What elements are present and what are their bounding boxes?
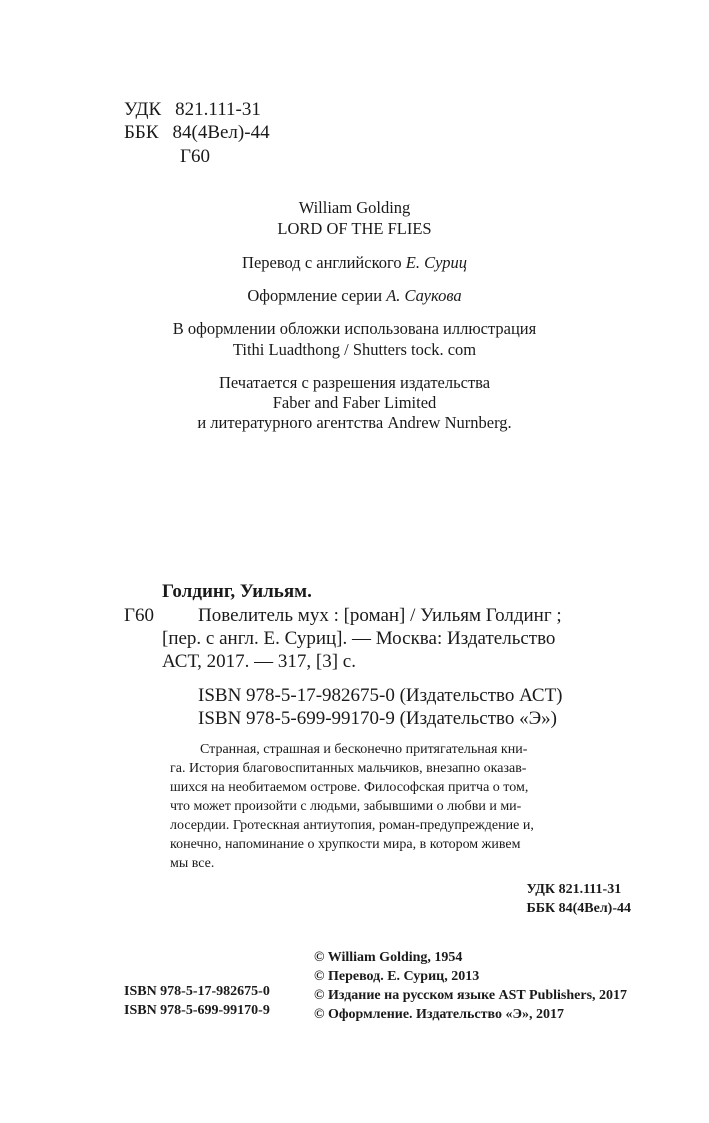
cover-credit-line1: В оформлении обложки использована иллюстрация	[172, 319, 537, 338]
permission-line3: и литературного агентства Andrew Nurnberg.	[197, 413, 512, 432]
author-mark: Г60	[180, 146, 210, 167]
annotation-line: мы все.	[170, 856, 215, 871]
copyright-line: © Издание на русском языке AST Publishers, 2017	[314, 988, 628, 1003]
catalog-heading: Голдинг, Уильям.	[162, 581, 312, 602]
annotation-line: га. История благовоспитанных мальчиков, внезапно оказав-	[170, 761, 527, 776]
annotation-line: что может произойти с людьми, забывшими о любви и ми-	[170, 799, 522, 814]
bottom-udk: УДК 821.111-31	[526, 882, 622, 897]
translation-credit	[0, 253, 709, 274]
series-designer-name: А. Саукова	[386, 286, 462, 305]
catalog-isbn1: ISBN 978-5-17-982675-0 (Издательство АСТ)	[198, 685, 563, 706]
catalog-line2: [пер. с англ. Е. Суриц]. — Москва: Издательство	[162, 628, 556, 649]
catalog-line1: Повелитель мух : [роман] / Уильям Голдинг ;	[198, 605, 562, 626]
udk-row	[124, 98, 261, 121]
original-author: William Golding	[298, 198, 411, 217]
catalog-isbn2: ISBN 978-5-699-99170-9 (Издательство «Э»)	[198, 708, 557, 729]
annotation-line: лосердии. Гротескная антиутопия, роман-предупреждение и,	[170, 818, 534, 833]
udk-label: УДК	[124, 99, 162, 120]
bottom-isbn: ISBN 978-5-699-99170-9	[124, 1003, 270, 1018]
cover-credit-line2: Tithi Luadthong / Shutters tock. com	[232, 340, 477, 359]
bottom-bbk: ББК 84(4Вел)-44	[526, 901, 631, 916]
annotation-line: Странная, страшная и бесконечно притягательная кни-	[200, 742, 528, 757]
annotation-line: шихся на необитаемом острове. Философская притча о том,	[170, 780, 529, 795]
copyright-list	[314, 948, 627, 1024]
bbk-label: ББК	[124, 122, 159, 143]
bbk-row	[124, 121, 270, 144]
original-title: LORD OF THE FLIES	[277, 219, 432, 238]
translation-prefix: Перевод с английского	[242, 253, 402, 272]
annotation	[170, 740, 632, 873]
translator-name: Е. Суриц	[405, 253, 467, 272]
copyright-line: © Оформление. Издательство «Э», 2017	[314, 1007, 564, 1022]
series-design-credit	[0, 286, 709, 307]
udk-value: 821.111-31	[175, 99, 261, 120]
permission-line2: Faber and Faber Limited	[272, 393, 437, 412]
copyright-line: © William Golding, 1954	[314, 950, 463, 965]
copyright-line: © Перевод. Е. Суриц, 2013	[314, 969, 480, 984]
series-design-prefix: Оформление серии	[247, 286, 383, 305]
annotation-line: конечно, напоминание о хрупкости мира, в котором живем	[170, 837, 521, 852]
catalog-line3: АСТ, 2017. — 317, [3] с.	[162, 651, 356, 672]
bottom-codes	[526, 880, 631, 918]
catalog-mark: Г60	[124, 605, 154, 626]
permission-line1: Печатается с разрешения издательства	[218, 373, 491, 392]
bottom-isbn: ISBN 978-5-17-982675-0	[124, 984, 270, 999]
bottom-isbn-list	[124, 982, 270, 1020]
bbk-value: 84(4Вел)-44	[172, 122, 270, 143]
